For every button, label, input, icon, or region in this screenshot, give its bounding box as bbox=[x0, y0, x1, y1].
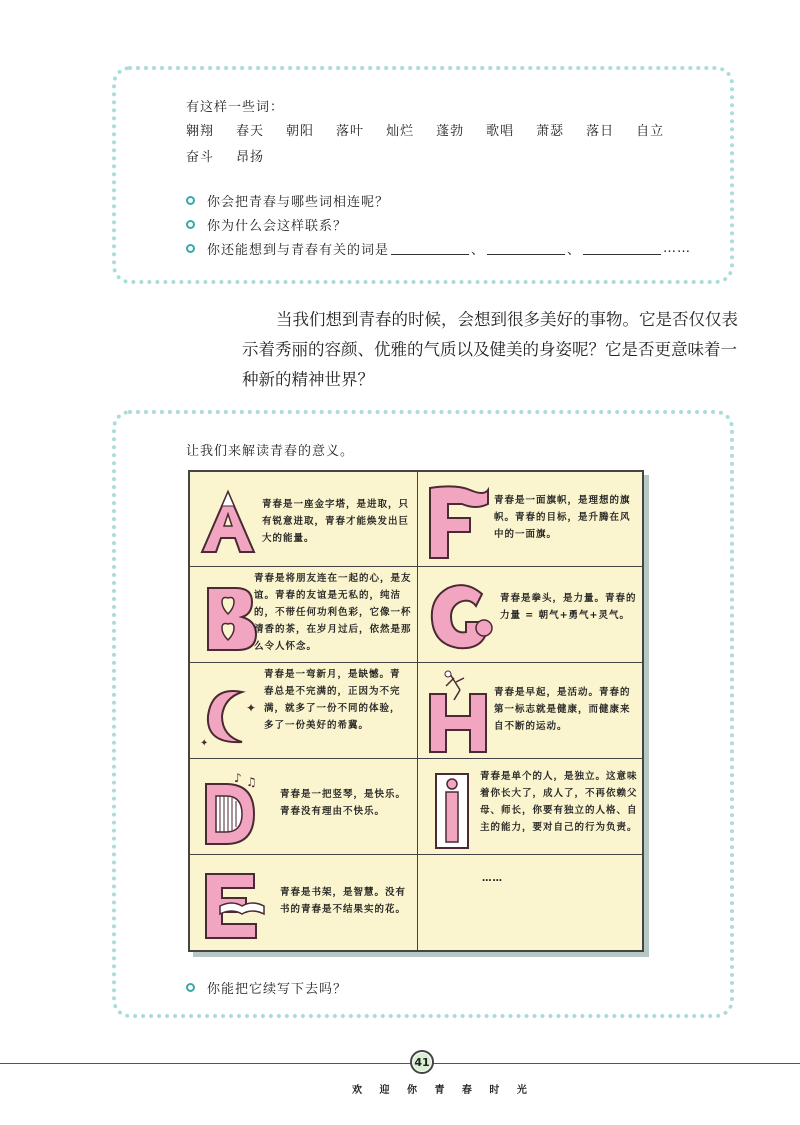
word: 朝阳 bbox=[286, 124, 315, 139]
page-number-badge bbox=[410, 1050, 434, 1074]
grid-divider bbox=[190, 758, 642, 759]
letter-b-heart-icon bbox=[200, 584, 260, 654]
bullet-circle-icon bbox=[186, 196, 195, 205]
meaning-box-intro: 让我们来解读青春的意义。 bbox=[186, 444, 355, 459]
question-1 bbox=[186, 191, 389, 210]
separator: 、 bbox=[567, 243, 582, 258]
cell-a-text: 青春是一座金字塔，是进取，只有锐意进取，青春才能焕发出巨大的能量。 bbox=[262, 499, 410, 544]
bullet-circle-icon bbox=[186, 983, 195, 992]
word: 灿烂 bbox=[386, 124, 415, 139]
bullet-circle-icon bbox=[186, 244, 195, 253]
cell-f-text: 青春是一面旗帜，是理想的旗帜。青春的目标，是升腾在风中的一面旗。 bbox=[494, 495, 631, 540]
question-3 bbox=[186, 239, 691, 258]
svg-text:✦: ✦ bbox=[200, 738, 209, 749]
cell-h-text: 青春是早起，是活动。青春的第一标志就是健康，而健康来自不断的运动。 bbox=[494, 687, 631, 732]
letter-d-harp-icon bbox=[200, 772, 266, 848]
word: 萧瑟 bbox=[536, 124, 565, 139]
letter-e-book-icon bbox=[200, 868, 270, 944]
body-paragraph bbox=[242, 305, 742, 395]
continue-question bbox=[186, 978, 347, 997]
bullet-circle-icon bbox=[186, 220, 195, 229]
grid-divider bbox=[417, 472, 418, 950]
fill-blank[interactable] bbox=[487, 242, 565, 255]
question-text: 你为什么会这样联系？ bbox=[207, 219, 348, 234]
word: 自立 bbox=[636, 124, 665, 139]
svg-text:♪: ♪ bbox=[234, 772, 242, 785]
ellipsis: …… bbox=[663, 241, 692, 256]
letter-c-moon-icon bbox=[196, 682, 262, 752]
word: 春天 bbox=[236, 124, 265, 139]
cell-blank-ellipsis: …… bbox=[482, 873, 503, 884]
page-number: 41 bbox=[413, 1053, 431, 1071]
cell-e-text: 青春是书架，是智慧。没有书的青春是不结果实的花。 bbox=[280, 887, 407, 915]
svg-text:♫: ♫ bbox=[246, 775, 257, 789]
word: 昂扬 bbox=[236, 150, 265, 165]
letter-g-fist-icon bbox=[426, 578, 496, 658]
cell-g-text: 青春是拳头，是力量。青春的力量 = 朝气+勇气+灵气。 bbox=[500, 593, 637, 621]
letter-f-flag-icon bbox=[426, 482, 492, 562]
paragraph-text: 当我们想到青春的时候，会想到很多美好的事物。它是否仅仅表示着秀丽的容颜、优雅的气质以及健美的身姿呢？它是否更意味着一种新的精神世界？ bbox=[242, 310, 738, 389]
grid-divider bbox=[190, 854, 642, 855]
question-2 bbox=[186, 215, 347, 234]
word-list-row2 bbox=[186, 146, 286, 165]
separator: 、 bbox=[471, 243, 486, 258]
word: 落日 bbox=[586, 124, 615, 139]
letter-h-runner-icon bbox=[426, 670, 496, 756]
meaning-grid bbox=[188, 470, 644, 952]
grid-divider bbox=[190, 566, 642, 567]
letter-i-person-icon bbox=[432, 770, 472, 852]
footer-rule bbox=[0, 1063, 800, 1064]
question-text: 你会把青春与哪些词相连呢？ bbox=[207, 195, 390, 210]
word-box-intro: 有这样一些词： bbox=[186, 100, 285, 115]
letter-a-pyramid-icon bbox=[198, 488, 258, 558]
cell-d-text: 青春是一把竖琴，是快乐。青春没有理由不快乐。 bbox=[280, 789, 407, 817]
word-list-row1 bbox=[186, 120, 686, 139]
grid-divider bbox=[190, 662, 642, 663]
cell-c-text: 青春是一弯新月，是缺憾。青春总是不完满的，正因为不完满，就多了一份不同的体验，多了一份美好的希冀。 bbox=[264, 669, 401, 731]
svg-text:✦: ✦ bbox=[246, 701, 257, 715]
fill-blank[interactable] bbox=[583, 242, 661, 255]
word: 奋斗 bbox=[186, 150, 215, 165]
word: 歌唱 bbox=[486, 124, 515, 139]
word: 落叶 bbox=[336, 124, 365, 139]
footer-title: 欢 迎 你 青 春 时 光 bbox=[352, 1085, 534, 1096]
question-text: 你还能想到与青春有关的词是 bbox=[207, 243, 390, 258]
cell-i-text: 青春是单个的人，是独立。这意味着你长大了，成人了，不再依赖父母、师长，你要有独立的人格、自主的能力，要对自己的行为负责。 bbox=[480, 771, 638, 833]
question-text: 你能把它续写下去吗？ bbox=[207, 982, 348, 997]
cell-b-text: 青春是将朋友连在一起的心，是友谊。青春的友谊是无私的，纯洁的，不带任何功利色彩，它像一杯清香的茶，在岁月过后，依然是那么令人怀念。 bbox=[254, 573, 412, 652]
word: 蓬勃 bbox=[436, 124, 465, 139]
fill-blank[interactable] bbox=[391, 242, 469, 255]
word: 翱翔 bbox=[186, 124, 215, 139]
